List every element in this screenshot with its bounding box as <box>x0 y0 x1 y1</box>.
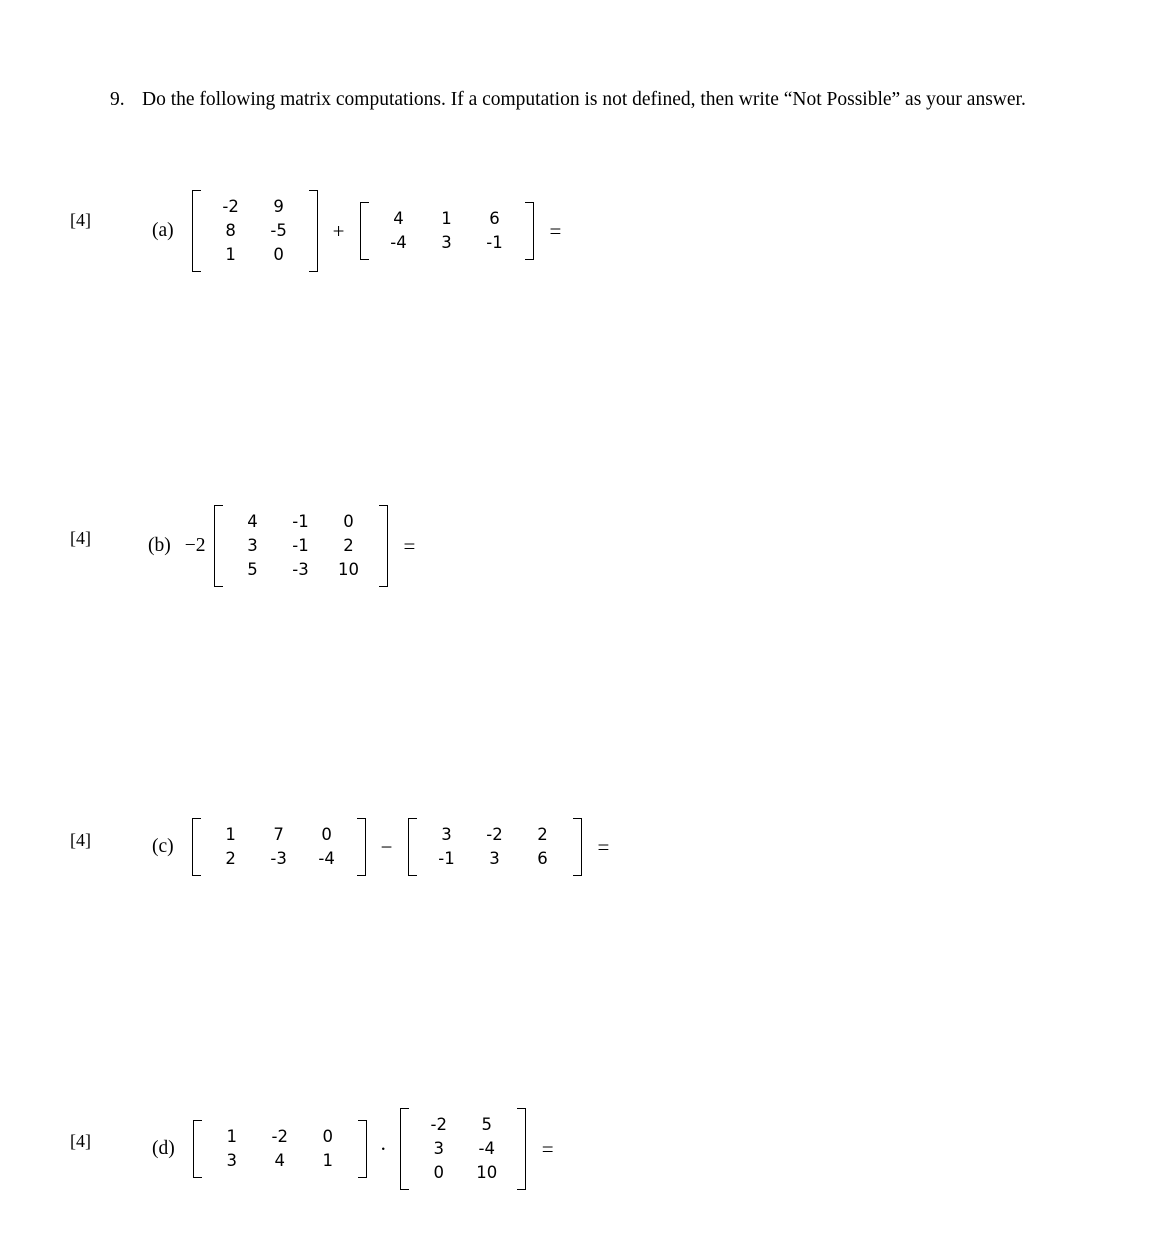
bracket-left-icon <box>193 1120 202 1178</box>
problem-d <box>152 1108 554 1190</box>
matrix-a2 <box>356 202 538 260</box>
question-text: Do the following matrix computations. If a computation is not defined, then write “Not Possible” as your answer. <box>142 89 1026 110</box>
bracket-right-icon <box>525 202 534 260</box>
bracket-right-icon <box>517 1108 526 1190</box>
marks-a: [4] <box>70 210 91 230</box>
matrix-cell: 3 <box>489 849 500 868</box>
matrix-cell: 5 <box>481 1115 492 1134</box>
matrix-cell: -5 <box>270 221 287 240</box>
matrix-cell: -2 <box>271 1127 288 1146</box>
matrix-cell: -4 <box>318 849 335 868</box>
bracket-right-icon <box>358 1120 367 1178</box>
matrix-cell: -4 <box>478 1139 495 1158</box>
operator-plus: + <box>332 218 345 243</box>
marks-d: [4] <box>70 1131 91 1151</box>
matrix-cell: 0 <box>321 825 332 844</box>
matrix-cell: -4 <box>390 233 407 252</box>
matrix-cell: 3 <box>441 825 452 844</box>
matrix-cell: 10 <box>338 560 359 579</box>
matrix-cell: -1 <box>438 849 455 868</box>
matrix-d1 <box>189 1120 371 1178</box>
operator-dot: · <box>379 1136 387 1161</box>
bracket-left-icon <box>214 505 223 587</box>
matrix-cell: -1 <box>486 233 503 252</box>
matrix-cell: 3 <box>441 233 452 252</box>
matrix-cell: 2 <box>343 536 354 555</box>
matrix-cell: 0 <box>322 1127 333 1146</box>
matrix-d2 <box>396 1108 530 1190</box>
bracket-left-icon <box>408 818 417 876</box>
matrix-cell: 4 <box>393 209 404 228</box>
problem-label-b: (b) <box>148 535 171 556</box>
matrix-cell: 2 <box>225 849 236 868</box>
matrix-cell: 10 <box>476 1163 498 1182</box>
matrix-cell: 3 <box>247 536 258 555</box>
matrix-b1 <box>210 505 392 587</box>
problem-b <box>148 505 415 587</box>
matrix-cell: 9 <box>273 197 284 216</box>
matrix-cell: -2 <box>486 825 503 844</box>
matrix-cell: -1 <box>292 536 309 555</box>
bracket-left-icon <box>192 190 201 272</box>
problem-label-d: (d) <box>152 1138 175 1159</box>
problem-label-c: (c) <box>152 836 174 857</box>
question-block <box>110 86 1070 114</box>
matrix-cell: 1 <box>322 1151 333 1170</box>
equals-sign: = <box>541 1136 554 1161</box>
matrix-cell: 6 <box>489 209 500 228</box>
bracket-right-icon <box>573 818 582 876</box>
matrix-cell: 1 <box>441 209 452 228</box>
problem-c <box>152 818 609 876</box>
matrix-cell: 4 <box>247 512 258 531</box>
matrix-cell: 1 <box>226 1127 237 1146</box>
marks-b: [4] <box>70 528 91 548</box>
bracket-left-icon <box>400 1108 409 1190</box>
matrix-c1 <box>188 818 370 876</box>
operator-minus: − <box>380 834 393 859</box>
matrix-c2 <box>404 818 586 876</box>
problem-label-a: (a) <box>152 220 174 241</box>
marks-c: [4] <box>70 830 91 850</box>
matrix-cell: -2 <box>430 1115 447 1134</box>
matrix-cell: 1 <box>225 825 236 844</box>
matrix-cell: 8 <box>225 221 236 240</box>
matrix-a1 <box>188 190 322 272</box>
matrix-cell: -3 <box>292 560 309 579</box>
matrix-cell: 7 <box>273 825 284 844</box>
question-number: 9. <box>110 89 125 110</box>
equals-sign: = <box>403 533 416 558</box>
matrix-cell: 1 <box>225 245 236 264</box>
equals-sign: = <box>597 834 610 859</box>
matrix-cell: -2 <box>222 197 239 216</box>
matrix-cell: -3 <box>270 849 287 868</box>
bracket-left-icon <box>192 818 201 876</box>
matrix-cell: 3 <box>433 1139 444 1158</box>
bracket-right-icon <box>309 190 318 272</box>
problem-a <box>152 190 561 272</box>
matrix-cell: 0 <box>273 245 284 264</box>
matrix-cell: 5 <box>247 560 258 579</box>
bracket-left-icon <box>360 202 369 260</box>
bracket-right-icon <box>357 818 366 876</box>
matrix-cell: 2 <box>537 825 548 844</box>
matrix-cell: 4 <box>274 1151 285 1170</box>
bracket-right-icon <box>379 505 388 587</box>
equals-sign: = <box>549 218 562 243</box>
scalar-multiplier: −2 <box>184 535 206 556</box>
matrix-cell: -1 <box>292 512 309 531</box>
matrix-cell: 0 <box>343 512 354 531</box>
matrix-cell: 0 <box>433 1163 444 1182</box>
matrix-cell: 3 <box>226 1151 237 1170</box>
matrix-cell: 6 <box>537 849 548 868</box>
